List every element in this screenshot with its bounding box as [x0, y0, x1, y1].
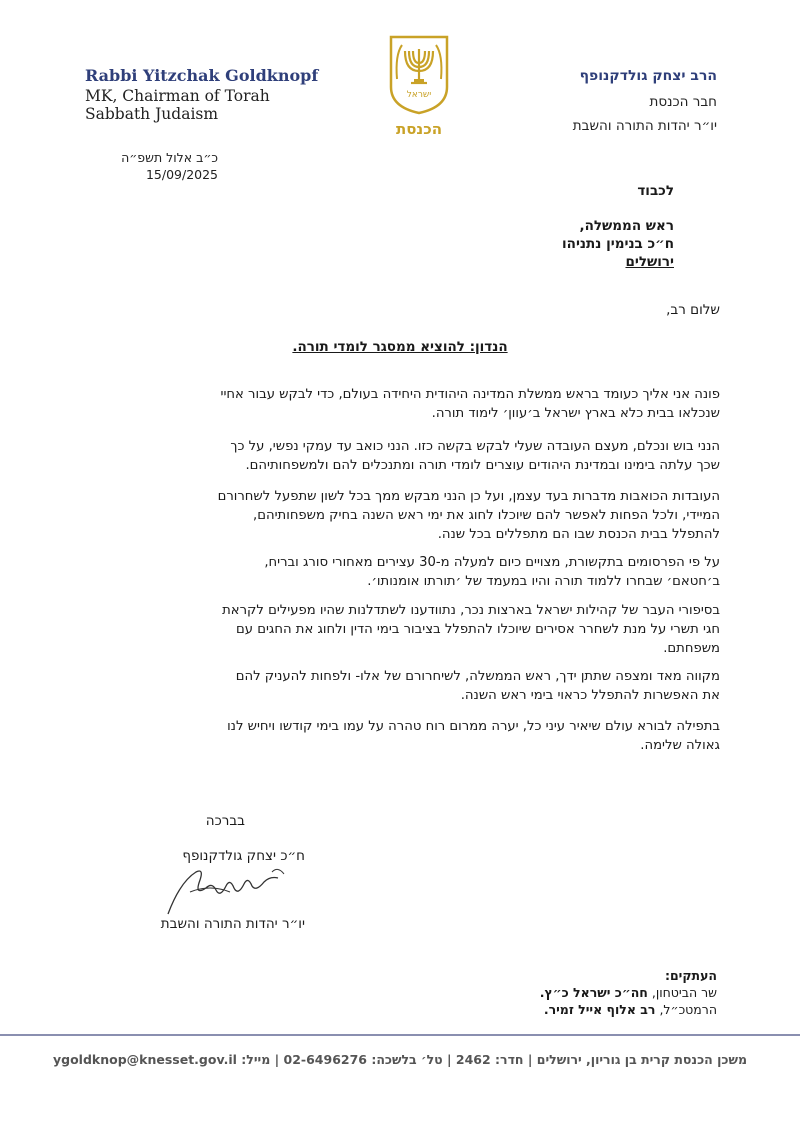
hebrew-name: הרב יצחק גולדקנופף [579, 68, 717, 84]
line: שכך עלתה בימינו ובמדינת היהודים עוצרים לומדי תורה ומתנכלים להם ולמשפחותיהם. [245, 458, 720, 473]
gregorian-date: 15/09/2025 [145, 167, 218, 182]
line: בסיפורי העבר של קהילות ישראל בארצות נכר, נתוודענו לשתדלנות שהיו מפעילים לקראת [222, 603, 720, 618]
greeting: שלום רב, [666, 302, 720, 318]
body-paragraph-7 [80, 717, 720, 755]
line: בתפילה לבורא עולם שיאיר עיני כל, יערה ממרום רוח טהרה על עמו בימי קודשו ויחיש לנו [227, 719, 720, 734]
line: מקווה מאד ומצפה שתתן ידך, ראש הממשלה, לשיחרורם של אלו- ולפחות להעניק להם [235, 669, 720, 684]
handwritten-signature-icon [160, 862, 300, 922]
to-label: לכבוד [637, 183, 674, 199]
english-title-line2: Sabbath Judaism [85, 105, 219, 123]
copy-1-name: חה״כ ישראל כ״ץ. [539, 985, 648, 1000]
footer-email-link[interactable]: ygoldknop@knesset.gov.il [52, 1052, 237, 1067]
recipient-title: ראש הממשלה, [579, 218, 674, 234]
copy-2-prefix: הרמטכ״ל, [659, 1002, 717, 1017]
footer-address: משכן הכנסת קרית בן גוריון, ירושלים | חדר: 2462 | טל׳ בלשכה: 02-6496276 | מייל: [241, 1052, 747, 1067]
copy-recipient-1 [540, 984, 717, 1001]
body-paragraph-5 [80, 601, 720, 658]
line: העובדות הכואבות מדברות בעד עצמן, ועל כן הנני מבקש ממך בכל לשון שתפעל לשחרורם [217, 489, 720, 504]
line: חגי תשרי על מנת לשחרר אסירים שיוכלו להתפלל בציבור בימי הדין ולחוג את החגים עם [236, 622, 720, 637]
line: על פי הפרסומים בתקשורת, מצויים כיום למעלה מ-30 עצירים מאחורי סורג ובריח, [264, 555, 720, 570]
hebrew-title-line1: חבר הכנסת [649, 94, 717, 110]
copies-label-text: העתקים: [664, 968, 717, 983]
line: פונה אני אליך כעומד בראש ממשלת המדינה היהודית היחידה בעולם, כדי לבקש עבור אחיי [220, 387, 720, 402]
recipient-city: ירושלים [625, 254, 674, 270]
line: גאולה שלימה. [640, 738, 720, 753]
line: ב׳חטאם׳ שבחרו ללמוד תורה והיו במעמד של ׳תורתו אומנותו׳. [367, 574, 720, 589]
knesset-emblem-icon [388, 35, 450, 115]
recipient-name: ח״כ בנימין נתניהו [562, 236, 674, 252]
copy-2-name: רב אלוף אייל זמיר. [543, 1002, 656, 1017]
english-title-line1: MK, Chairman of Torah [85, 87, 270, 105]
closing: בברכה [205, 813, 245, 829]
hebrew-date: כ״ב אלול תשפ״ה [121, 150, 218, 165]
line: את האפשרות להתפלל כראוי בימי ראש השנה. [460, 688, 720, 703]
body-paragraph-3 [80, 487, 720, 544]
emblem-word: הכנסת [395, 120, 443, 138]
emblem-inner-word: ישראל [406, 90, 432, 100]
body-paragraph-2 [80, 437, 720, 475]
line: משפחתם. [663, 641, 720, 656]
line: הנני בוש ונכלם, מעצם העובדה שעלי לבקש בקשה כזו. הנני כואב עד עמקי נפשי, על כך [230, 439, 720, 454]
body-paragraph-1 [80, 385, 720, 423]
body-paragraph-6 [80, 667, 720, 705]
footer-contact [0, 1052, 800, 1067]
subject-line: הנדון: להוציא ממסגר לומדי תורה. [292, 339, 508, 355]
line: המיידי, ולכל הפחות לאפשר להם שיוכלו לחוג את ימי ראש השנה בחיק משפחותיהם, [253, 508, 720, 523]
signer-name: ח״כ יצחק גולדקנופף [182, 848, 305, 864]
hebrew-title-line2: יו״ר יהדות התורה והשבת [572, 118, 717, 134]
copies-label [665, 967, 717, 984]
body-paragraph-4 [80, 553, 720, 591]
copy-recipient-2 [544, 1001, 717, 1018]
line: שנכלאו בבית כלא בארץ ישראל ב׳עוון׳ לימוד תורה. [431, 406, 720, 421]
signer-role: יו״ר יהדות התורה והשבת [160, 916, 305, 932]
english-name: Rabbi Yitzchak Goldknopf [85, 66, 319, 85]
footer-divider [0, 1034, 800, 1036]
line: להתפלל בבית הכנסת שבו הם מתפללים בכל שנה. [437, 527, 720, 542]
copy-1-prefix: שר הביטחון, [651, 985, 717, 1000]
